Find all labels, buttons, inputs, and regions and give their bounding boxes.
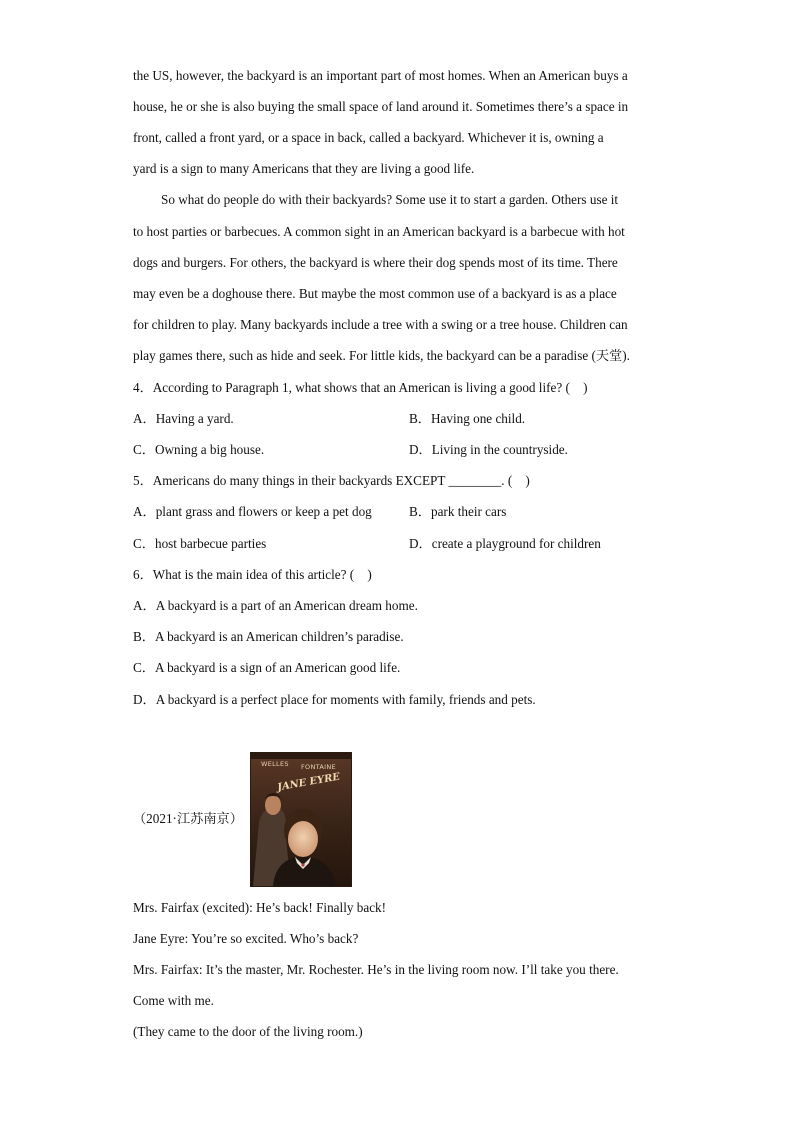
question-5-option-c[interactable]: C．host barbecue parties — [133, 536, 267, 551]
movie-poster-image — [250, 752, 352, 887]
question-5-option-b[interactable]: B．park their cars — [409, 504, 507, 519]
question-6-stem: 6．What is the main idea of this article? ( ) — [133, 567, 372, 582]
passage-line: front, called a front yard, or a space in back, called a backyard. Whichever it is, owning a — [133, 130, 604, 145]
question-4-stem: 4．According to Paragraph 1, what shows that an American is living a good life? ( ) — [133, 380, 588, 395]
passage-line: house, he or she is also buying the small space of land around it. Sometimes there’s a space in — [133, 99, 629, 114]
question-5-option-a[interactable]: A．plant grass and flowers or keep a pet dog — [133, 504, 372, 519]
question-6-option-d[interactable]: D．A backyard is a perfect place for moments with family, friends and pets. — [133, 692, 536, 707]
dialogue-line: Mrs. Fairfax: It’s the master, Mr. Rochester. He’s in the living room now. I’ll take you there. — [133, 962, 619, 977]
poster-actor-right: FONTAINE — [301, 763, 336, 771]
poster-title: JANE EYRE — [276, 771, 341, 794]
question-4-option-b[interactable]: B．Having one child. — [409, 411, 526, 426]
passage-line: yard is a sign to many Americans that they are living a good life. — [133, 161, 475, 176]
dialogue-line: (They came to the door of the living room.) — [133, 1024, 363, 1039]
dialogue-line: Jane Eyre: You’re so excited. Who’s back? — [133, 931, 359, 946]
passage-line: So what do people do with their backyards? Some use it to start a garden. Others use it — [161, 192, 619, 207]
passage-line: may even be a doghouse there. But maybe the most common use of a backyard is as a place — [133, 286, 617, 301]
question-4-option-c[interactable]: C．Owning a big house. — [133, 442, 265, 457]
question-4-option-a[interactable]: A．Having a yard. — [133, 411, 234, 426]
question-4-option-d[interactable]: D．Living in the countryside. — [409, 442, 568, 457]
passage-line: dogs and burgers. For others, the backyard is where their dog spends most of its time. There — [133, 255, 618, 270]
passage-line: the US, however, the backyard is an important part of most homes. When an American buys a — [133, 68, 628, 83]
passage-line: play games there, such as hide and seek. For little kids, the backyard can be a paradise (天堂). — [133, 348, 630, 363]
question-5-stem: 5．Americans do many things in their backyards EXCEPT ________. ( ) — [133, 473, 530, 488]
poster-actor-left: WELLES — [261, 760, 289, 768]
question-5-option-d[interactable]: D．create a playground for children — [409, 536, 601, 551]
question-source-label: （2021·江苏南京） — [133, 811, 243, 826]
question-6-option-a[interactable]: A．A backyard is a part of an American dream home. — [133, 598, 418, 613]
dialogue-line: Mrs. Fairfax (excited): He’s back! Finally back! — [133, 900, 387, 915]
passage-line: to host parties or barbecues. A common sight in an American backyard is a barbecue with hot — [133, 224, 625, 239]
question-6-option-c[interactable]: C．A backyard is a sign of an American good life. — [133, 660, 401, 675]
dialogue-line: Come with me. — [133, 993, 214, 1008]
passage-line: for children to play. Many backyards include a tree with a swing or a tree house. Children can — [133, 317, 628, 332]
question-6-option-b[interactable]: B．A backyard is an American children’s paradise. — [133, 629, 404, 644]
